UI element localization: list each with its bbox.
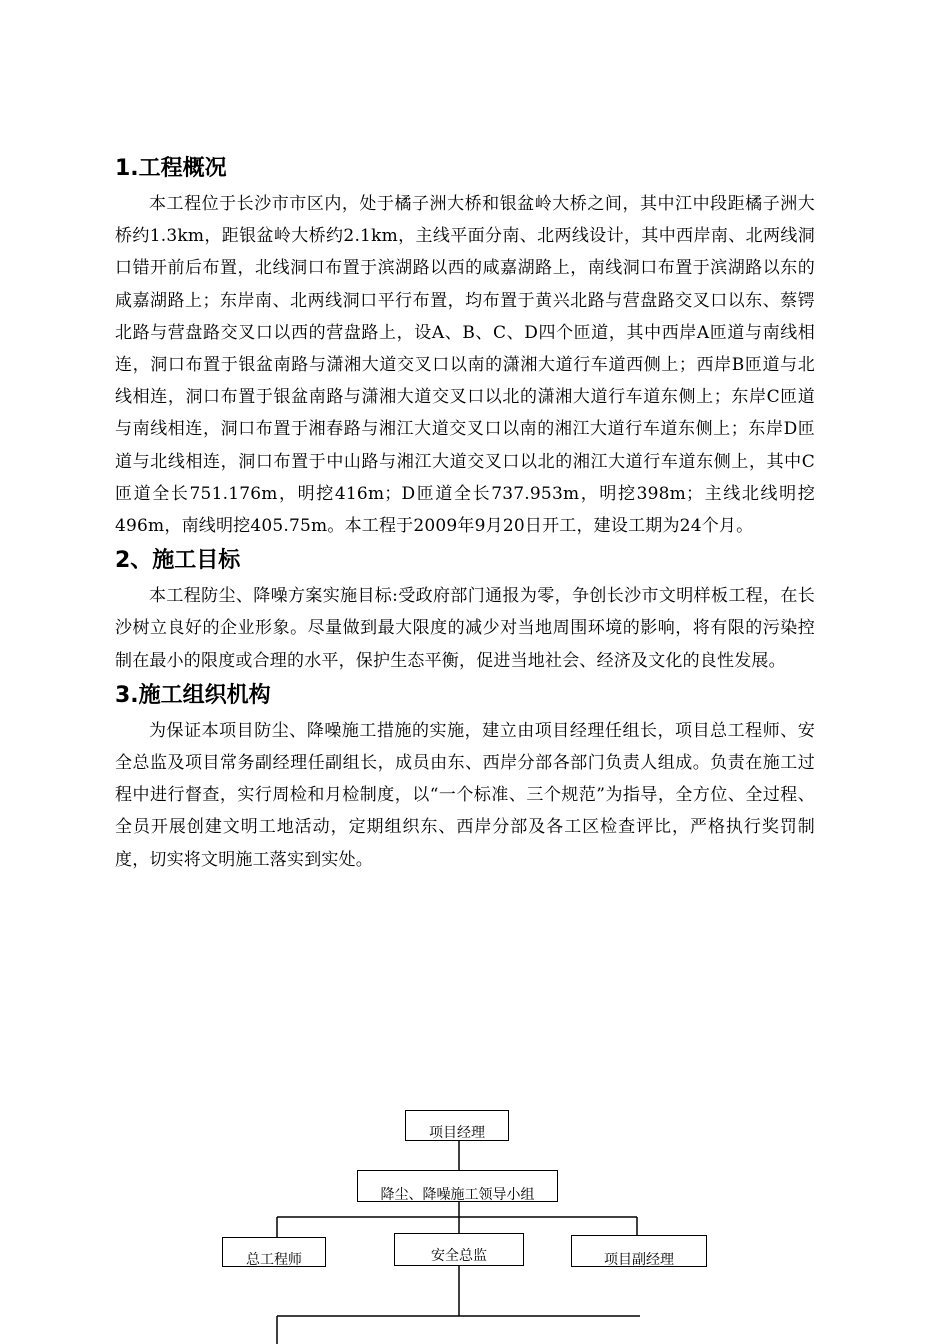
org-box-safety-director — [394, 1233, 524, 1266]
section-heading-organization: 3.施工组织机构 — [115, 682, 271, 708]
section-heading-goals: 2、施工目标 — [115, 548, 241, 574]
org-box-chief-engineer-label: 总工程师 — [246, 1252, 302, 1268]
section-paragraph-overview: 本工程位于长沙市市区内，处于橘子洲大桥和银盆岭大桥之间，其中江中段距橘子洲大桥约1.3km，距银盆岭大桥约2.1km，主线平面分南、北两线设计，其中西岸南、北两线洞口错开前后布置，北线洞口布置于滨湖路以西的咸嘉湖路上，南线洞口布置于滨湖路以东的咸嘉湖路上；东岸南、北两线洞口平行布置，均布置于黄兴北路与营盘路交叉口以东、蔡锷北路与营盘路交叉口以西的营盘路上，设A、B、C、D四个匝道，其中西岸A匝道与南线相连，洞口布置于银盆南路与潇湘大道交叉口以南的潇湘大道行车道西侧上；西岸B匝道与北线相连，洞口布置于银盆南路与潇湘大道交叉口以北的潇湘大道行车道东侧上；东岸C匝道与南线相连，洞口布置于湘春路与湘江大道交叉口以南的湘江大道行车道东侧上；东岸D匝道与北线相连，洞口布置于中山路与湘江大道交叉口以北的湘江大道行车道东侧上，其中C匝道全长751.176m，明挖416m；D匝道全长737.953m，明挖398m；主线北线明挖496m，南线明挖405.75m。本工程于2009年9月20日开工，建设工期为24个月。 — [115, 194, 815, 537]
org-box-leading-group — [357, 1170, 558, 1202]
org-box-deputy-manager-label: 项目副经理 — [604, 1252, 674, 1268]
org-box-chief-engineer — [222, 1237, 326, 1267]
org-box-safety-director-label: 安全总监 — [431, 1248, 487, 1264]
section-heading-overview: 1.工程概况 — [115, 156, 227, 181]
org-box-project-manager — [405, 1110, 509, 1141]
section-paragraph-organization: 为保证本项目防尘、降噪施工措施的实施，建立由项目经理任组长，项目总工程师、安全总监及项目常务副经理任副组长，成员由东、西岸分部各部门负责人组成。负责在施工过程中进行督查，实行周检和月检制度，以“一个标准、三个规范”为指导，全方位、全过程、全员开展创建文明工地活动，定期组织东、西岸分部及各工区检查评比，严格执行奖罚制度，切实将文明施工落实到实处。 — [115, 720, 815, 870]
org-box-project-manager-label: 项目经理 — [429, 1125, 485, 1141]
section-paragraph-goals: 本工程防尘、降噪方案实施目标:受政府部门通报为零，争创长沙市文明样板工程，在长沙树立良好的企业形象。尽量做到最大限度的减少对当地周围环境的影响，将有限的污染控制在最小的限度或合理的水平，保护生态平衡，促进当地社会、经济及文化的良性发展。 — [115, 586, 815, 671]
org-box-leading-group-label: 降尘、降噪施工领导小组 — [380, 1187, 535, 1203]
org-box-deputy-manager — [571, 1235, 707, 1267]
